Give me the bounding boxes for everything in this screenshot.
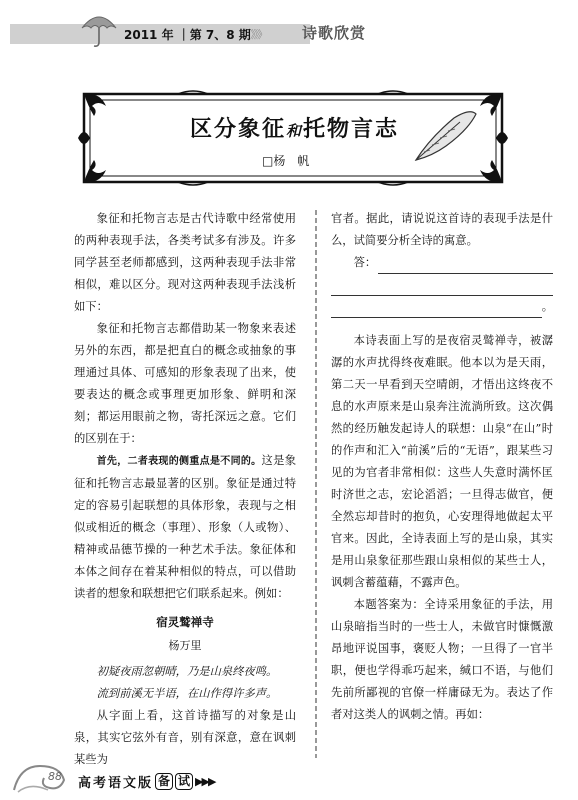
brand-box: 试 [175, 773, 193, 790]
right-column [331, 208, 553, 726]
brand-box: 备 [155, 773, 173, 790]
paragraph: 本诗表面上写的是夜宿灵鹫禅寺，被潺潺的水声扰得终夜难眠。他本以为是天雨，第二天一早看到天空晴朗，才悟出这终夜不息的水声原来是山泉奔注流淌所致。这次偶然的经历触发起诗人的联想：山泉“在山”时的作声和汇入“前溪”后的“无语”，跟某些习见的为官者非常相似：这些人失意时满怀匡时济世之志，宏论滔滔；一旦得志做官，便全然忘却昔时的抱负，心安理得地做起太平官来。因此，全诗表面上写的是山泉，其实是用山泉象征那些跟山泉相似的某些士人，讽刺含蓄蕴藉，不露声色。 [331, 334, 553, 589]
answer-label: 答： [353, 256, 377, 269]
answer-row [331, 252, 553, 274]
title-part2: 托物言志 [303, 117, 400, 142]
brand-text: 高考语文版 [78, 776, 154, 791]
answer-row [331, 296, 553, 318]
poem-title: 宿灵鹫禅寺 [156, 615, 214, 629]
header-arrows: 》》》 [250, 28, 266, 41]
answer-line[interactable] [378, 259, 553, 274]
article-author: □杨 帆 [262, 154, 310, 168]
title-connector: 和 [286, 122, 304, 140]
answer-line[interactable] [331, 303, 542, 318]
page-header [0, 0, 578, 48]
issue-label: 2011 年 ｜第 7、8 期 [124, 28, 251, 42]
paragraph: 本题答案为：全诗采用象征的手法，用山泉暗指当时的一些士人，未做官时慷慨激昂地评说国事，褒贬人物；一旦得了一官半职，便也学得乖巧起来，缄口不语，与他们先前所鄙视的官僚一样庸碌无为。表达了作者对这类人的讽刺之情。再如： [331, 598, 553, 721]
answer-line[interactable] [331, 274, 553, 296]
section-title: 诗歌欣赏 [302, 24, 367, 42]
column-divider [314, 210, 318, 758]
umbrella-icon [78, 8, 120, 50]
brand-arrows: ▶▶▶ [195, 775, 215, 788]
paragraph-text: 这是象征和托物言志最显著的区别。象征是通过特定的容易引起联想的具体形象，表现与之相似或相近的概念（事理）、形象（人或物）、精神或品德节操的一种艺术手法。象征体和本体之间存在着某种相似的特点，可以借助读者的想象和联想把它们联系起来。例如： [74, 454, 296, 600]
answer-end: 。 [541, 300, 553, 313]
paragraph: 象征和托物言志都借助某一物象来表述另外的东西，都是把直白的概念或抽象的事理通过具体、可感知的形象表现了出来，使要表达的概念或事理更加形象、鲜明和深刻；都运用眼前之物，寄托深远之意。它们的区别在于： [74, 322, 296, 445]
footer-brand [78, 772, 214, 791]
poem-line: 流到前溪无半语，在山作得许多声。 [96, 687, 278, 700]
paragraph [74, 450, 296, 605]
paragraph: 象征和托物言志是古代诗歌中经常使用的两种表现手法，各类考试多有涉及。许多同学甚至老师都感到，这两种表现手法非常相似，难以区分。现对这两种表现手法浅析如下： [74, 212, 296, 313]
quill-pen-icon [410, 108, 480, 164]
emphasis-sentence: 首先，二者表现的侧重点是不同的。 [96, 456, 262, 467]
left-column [74, 208, 296, 771]
paragraph: 从字面上看，这首诗描写的对象是山泉，其实它弦外有音，别有深意，意在讽刺某些为 [74, 709, 296, 766]
paragraph: 官者。据此，请说说这首诗的表现手法是什么，试简要分析全诗的寓意。 [331, 212, 553, 247]
poem-line: 初疑夜雨忽朝晴，乃是山泉终夜鸣。 [96, 665, 278, 678]
poem-author: 杨万里 [168, 639, 202, 652]
title-part1: 区分象征 [190, 117, 287, 142]
page-number: 88 [48, 770, 62, 783]
article-title [190, 112, 399, 143]
